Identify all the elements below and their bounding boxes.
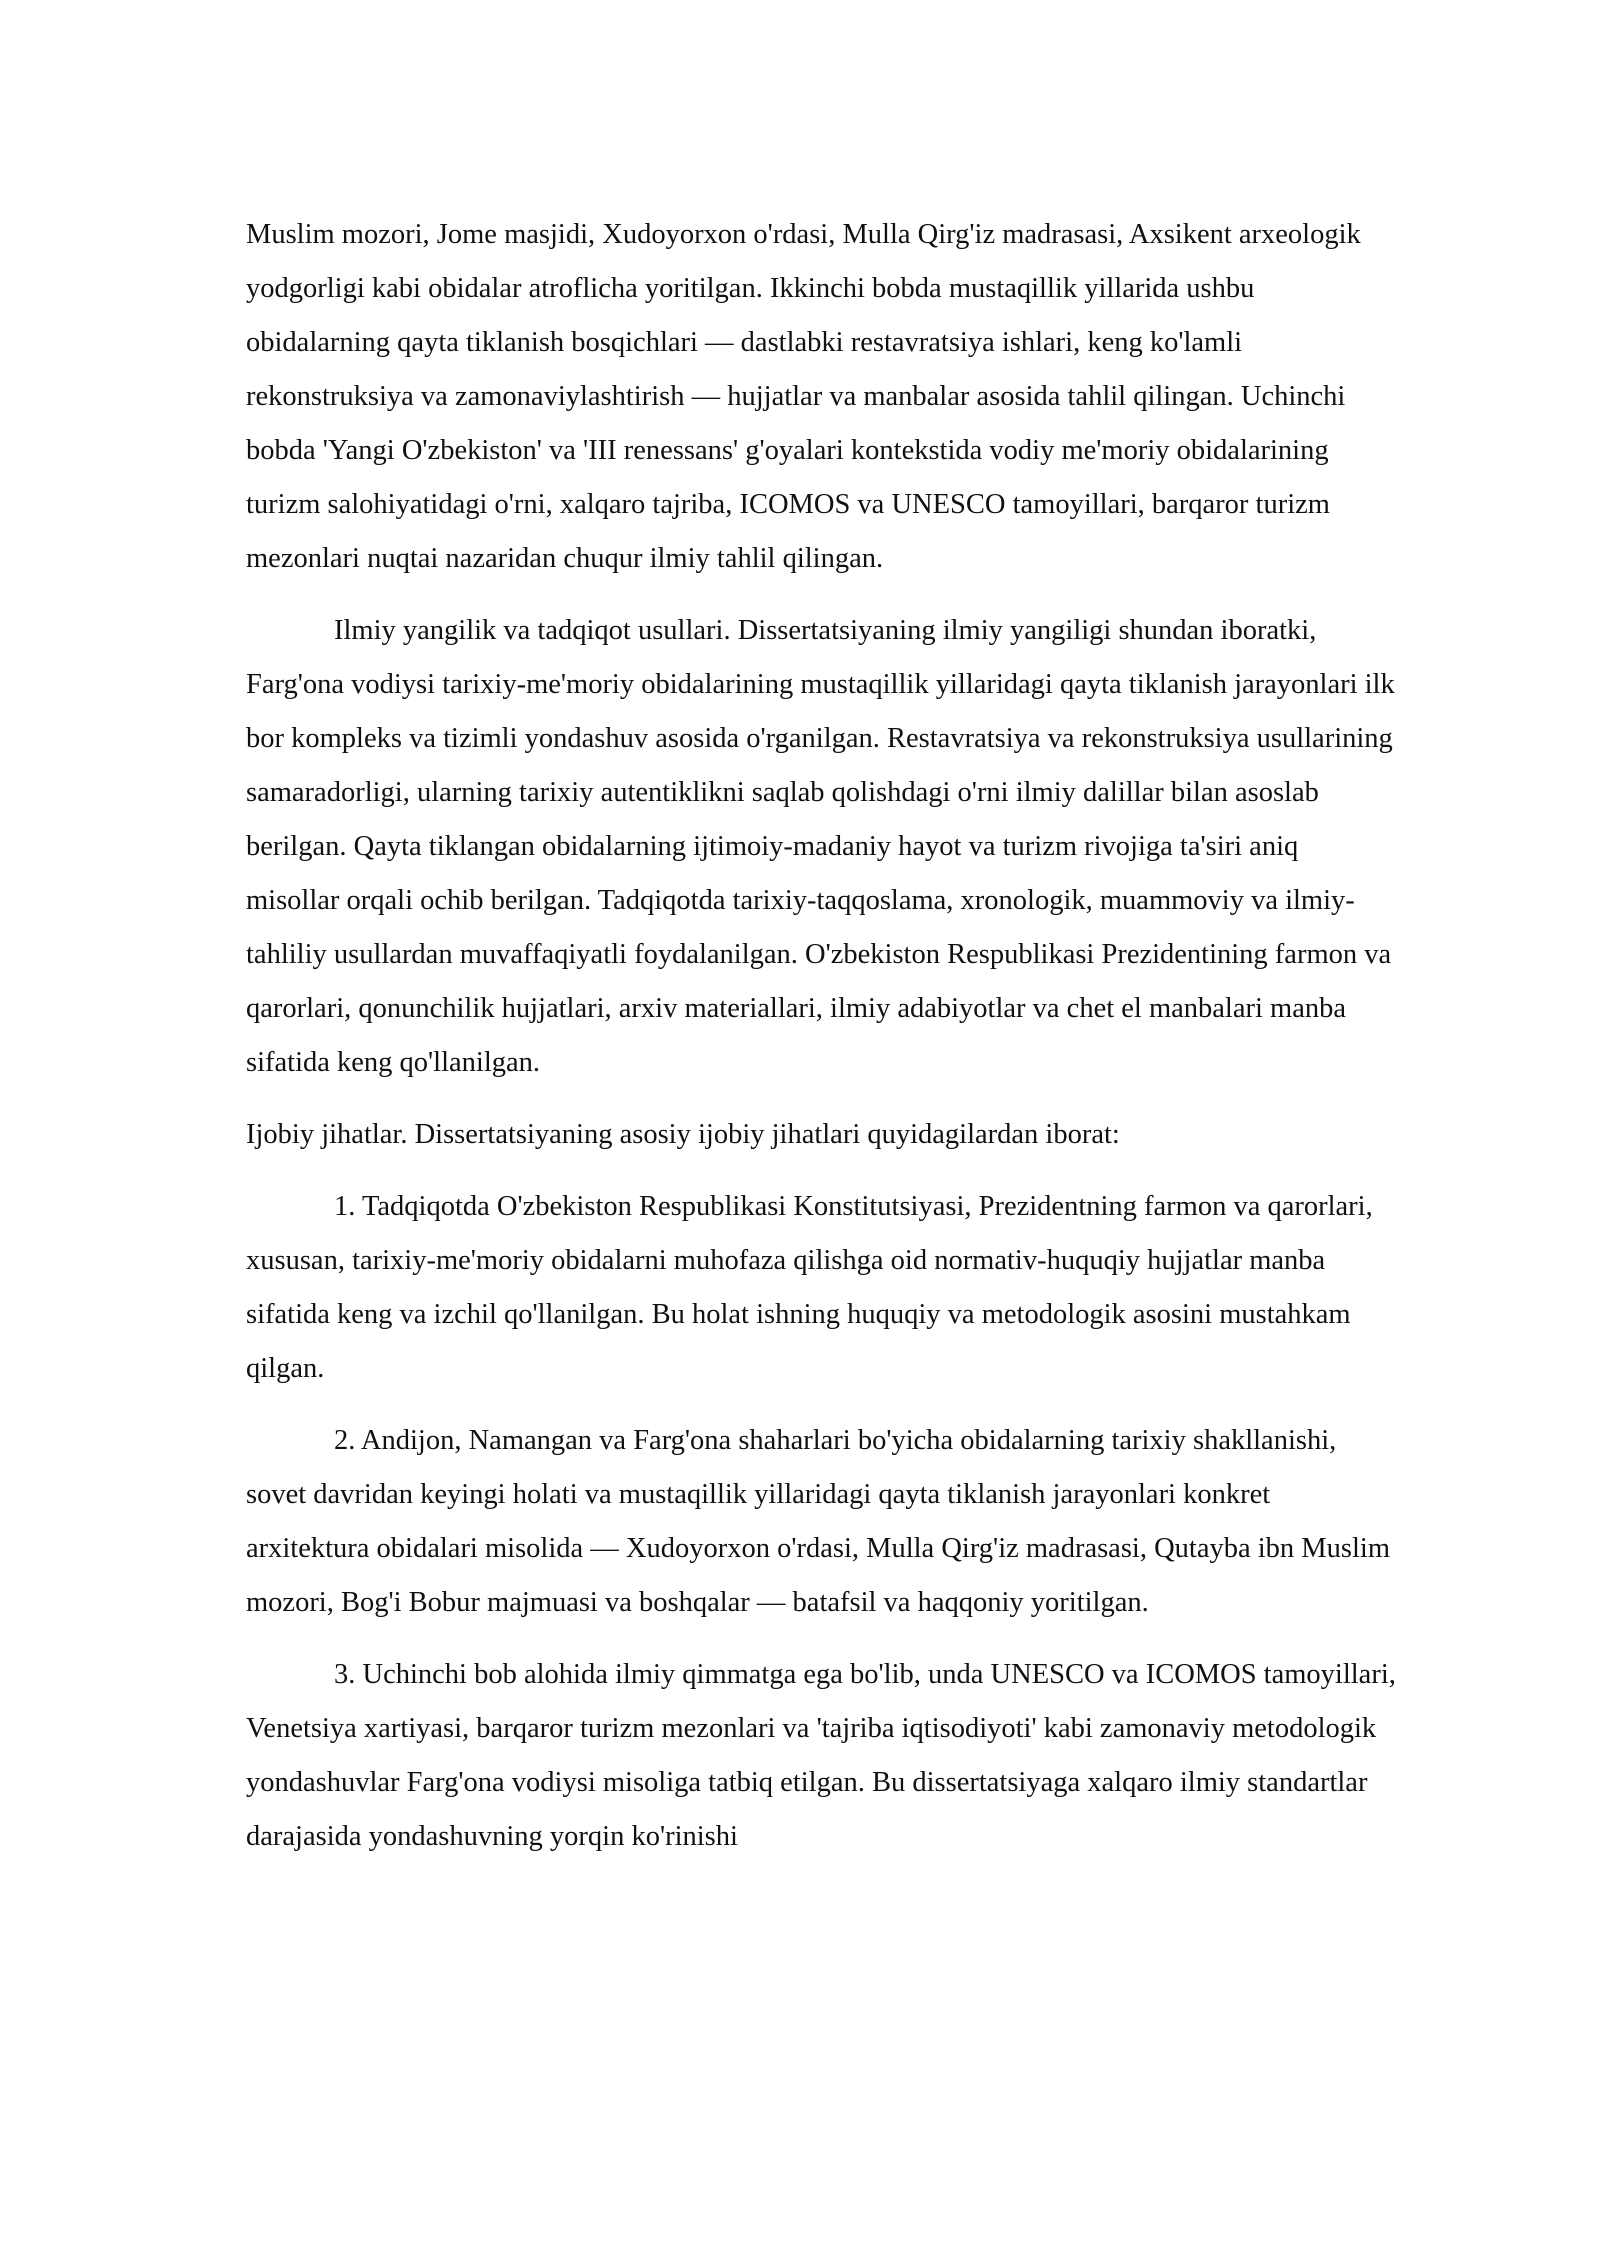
document-body (246, 208, 1396, 1864)
list-item-3: 3. Uchinchi bob alohida ilmiy qimmatga ega bo'lib, unda UNESCO va ICOMOS tamoyillari, Venetsiya xartiyasi, barqaror turizm mezonlari va 'tajriba iqtisodiyoti' kabi zamonaviy metodologik yondashuvlar Farg'ona vodiysi misoliga tatbiq etilgan. Bu dissertatsiyaga xalqaro ilmiy standartlar darajasida yondashuvning yorqin ko'rinishi (246, 1659, 1396, 1852)
paragraph-continuation: Muslim mozori, Jome masjidi, Xudoyorxon o'rdasi, Mulla Qirg'iz madrasasi, Axsikent arxeologik yodgorligi kabi obidalar atroflicha yoritilgan. Ikkinchi bobda mustaqillik yillarida ushbu obidalarning qayta tiklanish bosqichlari — dastlabki restavratsiya ishlari, keng ko'lamli rekonstruksiya va zamonaviylashtirish — hujjatlar va manbalar asosida tahlil qilingan. Uchinchi bobda 'Yangi O'zbekiston' va 'III renessans' g'oyalari kontekstida vodiy me'moriy obidalarining turizm salohiyatidagi o'rni, xalqaro tajriba, ICOMOS va UNESCO tamoyillari, barqaror turizm mezonlari nuqtai nazaridan chuqur ilmiy tahlil qilingan. (246, 219, 1361, 574)
paragraph-scientific-novelty: Ilmiy yangilik va tadqiqot usullari. Dissertatsiyaning ilmiy yangiligi shundan iboratki, Farg'ona vodiysi tarixiy-me'moriy obidalarining mustaqillik yillaridagi qayta tiklanish jarayonlari ilk bor kompleks va tizimli yondashuv asosida o'rganilgan. Restavratsiya va rekonstruksiya usullarining samaradorligi, ularning tarixiy autentiklikni saqlab qolishdagi o'rni ilmiy dalillar bilan asoslab berilgan. Qayta tiklangan obidalarning ijtimoiy-madaniy hayot va turizm rivojiga ta'siri aniq misollar orqali ochib berilgan. Tadqiqotda tarixiy-taqqoslama, xronologik, muammoviy va ilmiy-tahliliy usullardan muvaffaqiyatli foydalanilgan. O'zbekiston Respublikasi Prezidentining farmon va qarorlari, qonunchilik hujjatlari, arxiv materiallari, ilmiy adabiyotlar va chet el manbalari manba sifatida keng qo'llanilgan. (246, 615, 1395, 1078)
list-item-2: 2. Andijon, Namangan va Farg'ona shaharlari bo'yicha obidalarning tarixiy shakllanishi, sovet davridan keyingi holati va mustaqillik yillaridagi qayta tiklanish jarayonlari konkret arxitektura obidalari misolida — Xudoyorxon o'rdasi, Mulla Qirg'iz madrasasi, Qutayba ibn Muslim mozori, Bog'i Bobur majmuasi va boshqalar — batafsil va haqqoniy yoritilgan. (246, 1425, 1390, 1618)
paragraph-positive-aspects-heading: Ijobiy jihatlar. Dissertatsiyaning asosiy ijobiy jihatlari quyidagilardan iborat: (246, 1119, 1120, 1150)
list-item-1: 1. Tadqiqotda O'zbekiston Respublikasi Konstitutsiyasi, Prezidentning farmon va qarorlari, xususan, tarixiy-me'moriy obidalarni muhofaza qilishga oid normativ-huquqiy hujjatlar manba sifatida keng va izchil qo'llanilgan. Bu holat ishning huquqiy va metodologik asosini mustahkam qilgan. (246, 1191, 1373, 1384)
